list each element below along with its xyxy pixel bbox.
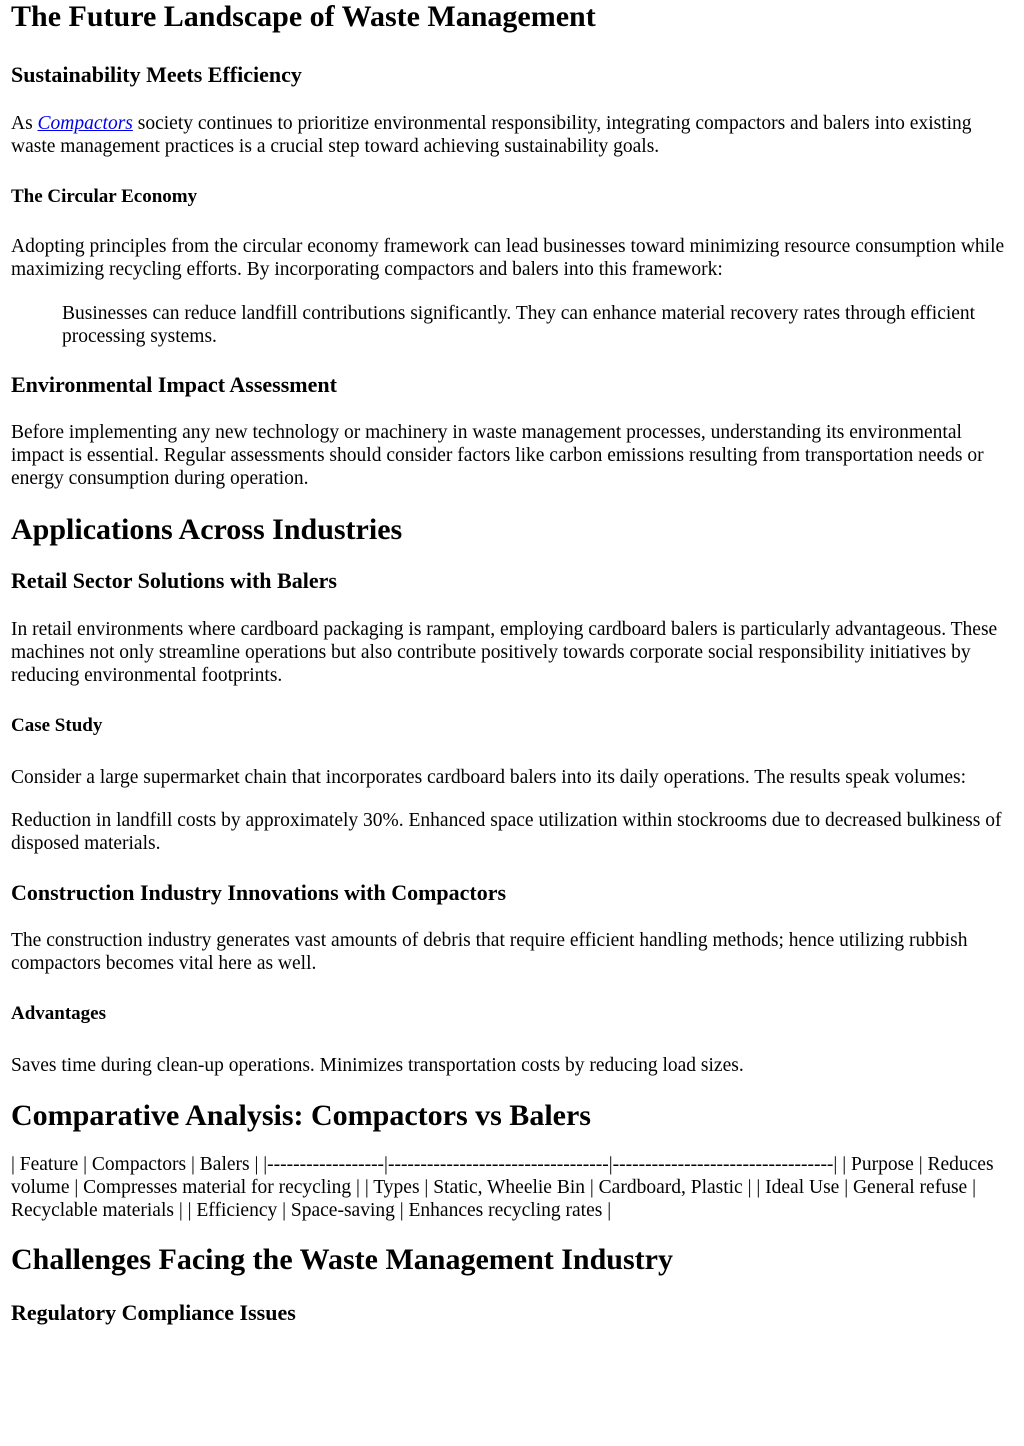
subsection-heading-circular-economy: The Circular Economy: [11, 186, 198, 207]
section-heading-retail: Retail Sector Solutions with Balers: [11, 568, 337, 593]
section-heading-environmental-impact: Environmental Impact Assessment: [11, 372, 337, 397]
paragraph-suffix: society continues to prioritize environmental responsibility, integrating compactors and balers into existing waste management practices is a crucial step toward achieving sustainability goals.: [11, 113, 972, 157]
paragraph-advantages: Saves time during clean-up operations. Minimizes transportation costs by reducing load sizes.: [11, 1055, 744, 1076]
section-title-comparative-analysis: Comparative Analysis: Compactors vs Balers: [11, 1099, 591, 1132]
paragraph-retail: In retail environments where cardboard packaging is rampant, employing cardboard balers is particularly advantageous. These machines not only streamline operations but also contribute positively towards corporate social responsibility initiatives by reducing environmental footprints.: [11, 619, 998, 686]
paragraph-case-study-results: Reduction in landfill costs by approximately 30%. Enhanced space utilization within stockrooms due to decreased bulkiness of disposed materials.: [11, 810, 1002, 854]
section-heading-regulatory-compliance: Regulatory Compliance Issues: [11, 1300, 296, 1325]
section-title-challenges: Challenges Facing the Waste Management Industry: [11, 1243, 673, 1276]
subsection-heading-case-study: Case Study: [11, 715, 103, 736]
section-heading-construction: Construction Industry Innovations with Compactors: [11, 880, 507, 905]
paragraph-sustainability: [11, 112, 1013, 158]
compactors-link[interactable]: Compactors: [37, 113, 133, 134]
paragraph-case-study-intro: Consider a large supermarket chain that incorporates cardboard balers into its daily operations. The results speak volumes:: [11, 767, 967, 788]
page-title: The Future Landscape of Waste Management: [11, 0, 596, 33]
section-title-applications: Applications Across Industries: [11, 513, 403, 546]
comparison-raw-table-text: | Feature | Compactors | Balers | |------------------|----------------------------------|----------------------------------| | Purpose | Reduces volume | Compresses material for recycling | | Types | Static, Wheelie Bin | Cardboard, Plastic | | Ideal Use | General refuse | Recyclable materials | | Efficiency | Space-saving | Enhances recycling rates |: [11, 1154, 994, 1221]
paragraph-environmental-impact: Before implementing any new technology or machinery in waste management processes, understanding its environmental impact is essential. Regular assessments should consider factors like carbon emissions resulting from transportation needs or energy consumption during operation.: [11, 422, 984, 489]
paragraph-circular-economy: Adopting principles from the circular economy framework can lead businesses toward minimizing resource consumption while maximizing recycling efforts. By incorporating compactors and balers into this framework:: [11, 236, 1005, 280]
section-heading-sustainability: Sustainability Meets Efficiency: [11, 62, 302, 87]
circular-economy-quote: Businesses can reduce landfill contributions significantly. They can enhance material recovery rates through efficient processing systems.: [62, 303, 976, 347]
subsection-heading-advantages: Advantages: [11, 1003, 107, 1024]
paragraph-construction: The construction industry generates vast amounts of debris that require efficient handling methods; hence utilizing rubbish compactors becomes vital here as well.: [11, 930, 968, 974]
paragraph-prefix: As: [11, 113, 38, 134]
